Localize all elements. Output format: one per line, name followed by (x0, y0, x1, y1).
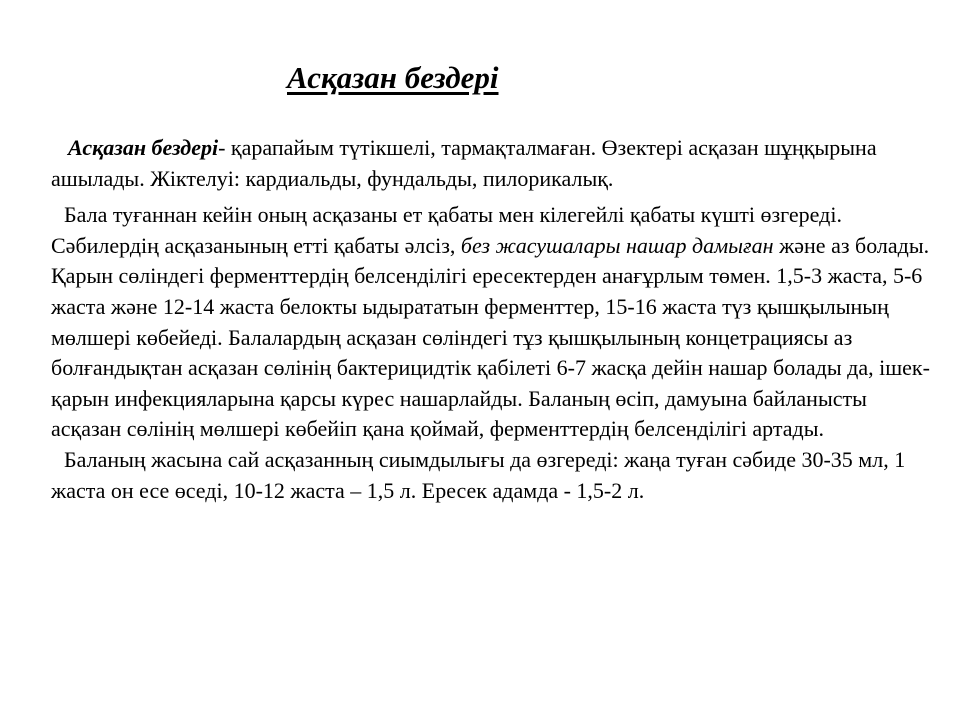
paragraph-text-before: Бала туғаннан кейін оның асқазаны ет қабаты мен кілегейлі қабаты күшті өзгереді. Сәбилердің асқазанының етті қабаты әлсіз, (51, 202, 842, 258)
paragraph-text: Баланың жасына сай асқазанның сиымдылығы да өзгереді: жаңа туған сәбиде 30-35 мл, 1 жаста он есе өседі, 10-12 жаста – 1,5 л. Ересек адамда - 1,5-2 л. (51, 446, 906, 503)
slide-body (51, 133, 931, 506)
slide-title: Асқазан бездері (287, 60, 499, 95)
paragraph-child-development (51, 200, 931, 445)
paragraph-italic-phrase: без жасушалары нашар дамыған (460, 232, 774, 258)
paragraph-gland-structure (51, 133, 931, 194)
paragraph-stomach-capacity (51, 445, 931, 506)
paragraph-lead-term: Асқазан бездері (68, 135, 219, 160)
paragraph-text: - қарапайым түтікшелі, тармақталмаған. Өзектері асқазан шұңқырына ашылады. Жіктелуі: кардиальды, фундальды, пилорикалық. (51, 135, 877, 191)
paragraph-text-after: және аз болады. Қарын сөліндегі ферменттердің белсенділігі ересектерден анағұрлым төмен. 1,5-3 жаста, 5-6 жаста және 12-14 жаста белокты ыдырататын ферменттер, 15-16 жаста түз қышқылының мөлшері көбейеді. Балалардың асқазан сөліндегі тұз қышқылының концетрациясы аз болғандықтан асқазан сөлінің бактерицидтік қабілеті 6-7 жасқа дейін нашар болады да, ішек-қарын инфекцияларына қарсы күрес нашарлайды. Баланың өсіп, дамуына байланысты асқазан сөлінің мөлшері көбейіп қана қоймай, ферменттердің белсенділігі артады. (51, 232, 930, 442)
